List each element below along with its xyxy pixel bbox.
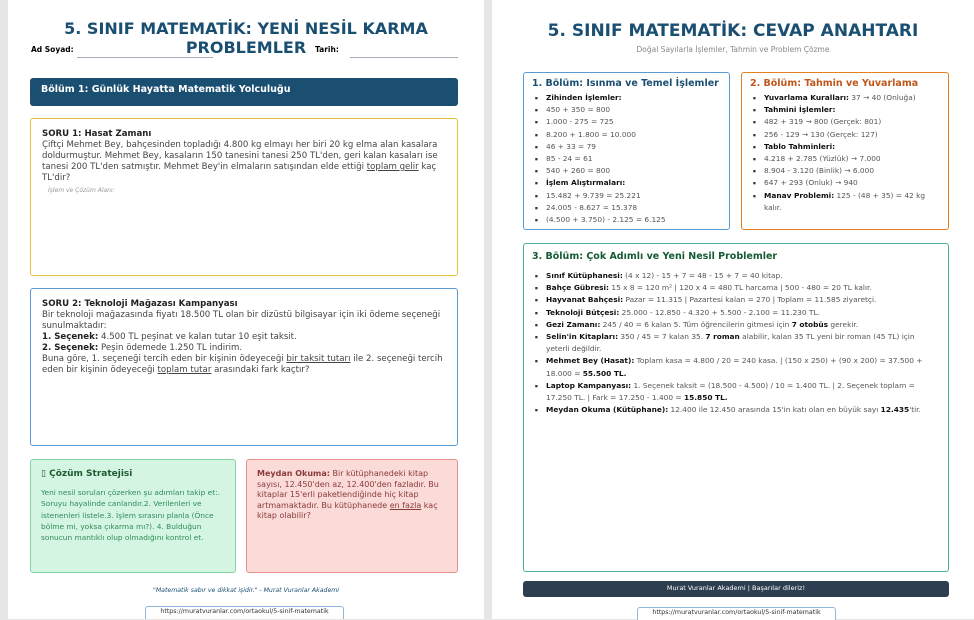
worksheet-title: 5. SINIF MATEMATİK: YENİ NESİL KARMA PROBLEMLER <box>64 19 428 57</box>
list-item <box>532 177 721 189</box>
text-segment: Bir kütüphanedeki kitap sayısı, 12.450'den az, 12.400'den fazladır. Bu kitaplar 15'erli paketlendiğinde hiç kitap artmamaktadır. Bu kütüphanede <box>257 469 439 510</box>
section-header: Bölüm 1: Günlük Hayatta Matematik Yolculuğu <box>30 78 458 106</box>
bold-text: Bahçe Gübresi: <box>546 283 610 293</box>
work-area-label: İşlem ve Çözüm Alanı: <box>48 187 115 194</box>
section-2-card <box>741 72 949 230</box>
text-segment: Toplam kasa = 4.800 / 20 = 240 kasa. | (150 x 250) + (90 x 200) = 37.500 + 18.000 = <box>546 356 923 378</box>
bold-text: 55.500 TL. <box>582 368 627 378</box>
text-segment: gerekir. <box>828 319 859 329</box>
name-field[interactable] <box>77 57 213 58</box>
text-segment: 482 + 319 → 800 (Gerçek: 801) <box>764 117 882 127</box>
list-item <box>750 190 940 214</box>
text-segment: Çiftçi Mehmet Bey, bahçesinden topladığı 4.800 kg elmayı her biri 20 kg elma alan kasalara doldurmuştur. Mehmet Bey, kasaların 150 tanesini tanesi 250 TL'den, geri kalan kasaları ise tanesi 200 TL'den satmıştır. Mehmet Bey'in elmaların satışından elde ettiği <box>42 140 438 172</box>
section-1-title: 1. Bölüm: Isınma ve Temel İşlemler <box>532 78 719 89</box>
underlined-text: bir taksit tutarı <box>286 354 351 364</box>
list-item <box>532 104 721 116</box>
bold-text: Gezi Zamanı: <box>546 319 601 329</box>
bold-text: 1. Seçenek: <box>42 332 99 342</box>
bold-text: 2. Seçenek: <box>42 343 99 353</box>
text-segment: 1. Seçenek taksit = (18.500 - 4.500) / 10 = 1.400 TL. | 2. Seçenek toplam = 17.250 TL. | Fark = 17.250 - 1.400 = <box>546 380 915 403</box>
date-label: Tarih: <box>315 45 339 54</box>
list-item <box>532 331 930 355</box>
text-segment: 4.500 TL peşinat ve kalan tutar 10 eşit taksit. <box>98 332 297 342</box>
section-2-list <box>750 92 940 214</box>
text-segment: kaç TL'dir? <box>42 162 437 183</box>
text-segment: 85 - 24 = 61 <box>546 154 593 164</box>
list-item <box>532 380 930 404</box>
text-segment: 46 + 33 = 79 <box>546 141 596 151</box>
text-segment: alabilir, kalan 35 TL yeni bir roman (45 TL) için yeterli değildir. <box>546 332 915 354</box>
quote: "Matematik sabır ve dikkat işidir." - Murat Vuranlar Akademi <box>153 587 339 594</box>
list-item <box>532 319 930 331</box>
text-segment: 125 - (48 + 35) = 42 kg kalır. <box>764 190 926 212</box>
bold-text: Meydan Okuma: <box>257 469 330 478</box>
strategy-card <box>30 459 236 573</box>
question-2-card <box>30 288 458 446</box>
text-segment: 4.218 + 2.785 (Yüzlük) → 7.000 <box>764 154 881 164</box>
text-segment: 15.482 + 9.739 = 25.221 <box>546 190 641 200</box>
bold-text: Zihinden İşlemler: <box>546 93 622 102</box>
text-segment: kaç kitap olabilir? <box>257 500 438 521</box>
list-item <box>532 282 930 294</box>
text-segment: 450 + 350 = 800 <box>546 105 611 115</box>
question-1-text <box>42 140 446 184</box>
text-segment: arasındaki fark kaçtır? <box>211 365 310 375</box>
text-segment: 15 x 8 = 120 m² | 120 x 4 = 480 TL harcama | 500 - 480 = 20 TL kalır. <box>609 283 872 293</box>
text-segment: Pazar = 11.315 | Pazartesi kalan = 270 | Toplam = 11.585 ziyaretçi. <box>623 295 877 305</box>
list-item <box>750 177 940 189</box>
bold-text: Meydan Okuma (Kütüphane): <box>546 405 669 415</box>
text-segment: Bir teknoloji mağazasında fiyatı 18.500 TL olan bir dizüstü bilgisayar için iki ödeme seçeneği sunulmaktadır: <box>42 310 441 331</box>
underlined-text: toplam tutar <box>157 365 212 375</box>
text-segment: (4.500 + 3.750) - 2.125 = 6.125 <box>546 215 666 225</box>
bold-text: Teknoloji Bütçesi: <box>546 307 620 317</box>
url-link[interactable]: https://muratvuranlar.com/ortaokul/5-sinif-matematik <box>637 607 836 620</box>
underlined-text: toplam gelir <box>366 162 419 172</box>
list-item <box>532 404 930 416</box>
list-item <box>750 104 940 116</box>
bold-text: 7 otobüs <box>791 319 829 329</box>
url-link[interactable]: https://muratvuranlar.com/ortaokul/5-sinif-matematik <box>145 606 344 619</box>
list-item <box>532 270 930 282</box>
text-segment: 540 + 260 = 800 <box>546 166 611 176</box>
question-2-title: SORU 2: Teknoloji Mağazası Kampanyası <box>42 299 238 309</box>
bold-text: Tablo Tahminleri: <box>764 141 836 151</box>
text-segment: 1.000 - 275 = 725 <box>546 117 614 127</box>
question-2-text <box>42 310 446 376</box>
text-segment: Peşin ödemede 1.250 TL indirim. <box>98 343 243 353</box>
bold-text: 15.850 TL. <box>683 393 728 403</box>
worksheet-page <box>8 0 484 619</box>
list-item <box>750 153 940 165</box>
answer-key-title: 5. SINIF MATEMATİK: CEVAP ANAHTARI <box>547 21 919 41</box>
bold-text: Yuvarlama Kuralları: <box>764 93 849 102</box>
text-segment: 12.400 ile 12.450 arasında 15'in katı olan en büyük sayı <box>668 405 881 415</box>
bold-text: Sınıf Kütüphanesi: <box>546 271 623 280</box>
challenge-card <box>246 459 458 573</box>
text-segment: 245 / 40 = 6 kalan 5. Tüm öğrencilerin gitmesi için <box>600 319 792 329</box>
bold-text: 12.435 <box>880 405 910 415</box>
list-item <box>532 141 721 153</box>
lightbulb-icon: ▯ <box>41 469 46 479</box>
text-segment: 350 / 45 = 7 kalan 35. <box>618 332 706 342</box>
date-field[interactable] <box>350 57 458 58</box>
answer-key-page <box>492 0 974 619</box>
bold-text: 7 roman <box>705 332 740 342</box>
text-segment: 8.200 + 1.800 = 10.000 <box>546 129 636 139</box>
answer-key-subtitle: Doğal Sayılarla İşlemler, Tahmin ve Problem Çözme <box>636 45 830 54</box>
list-item <box>532 355 930 379</box>
underlined-text: en fazla <box>389 500 422 510</box>
bold-text: Laptop Kampanyası: <box>546 380 632 390</box>
list-item <box>532 190 721 202</box>
text-segment: 25.000 - 12.850 - 4.320 + 5.500 - 2.100 = 11.230 TL. <box>619 307 820 317</box>
text-segment: 37 → 40 (Onluğa) <box>848 93 916 102</box>
question-1-card <box>30 118 458 276</box>
text-segment: 647 + 293 (Onluk) → 940 <box>764 178 858 188</box>
list-item <box>532 214 721 226</box>
text-segment: 256 - 129 → 130 (Gerçek: 127) <box>764 129 878 139</box>
list-item <box>532 202 721 214</box>
section-3-title: 3. Bölüm: Çok Adımlı ve Yeni Nesil Problemler <box>532 251 778 262</box>
text-segment: 'tir. <box>909 405 921 415</box>
list-item <box>532 129 721 141</box>
bold-text: Tahmini İşlemler: <box>764 105 836 115</box>
list-item <box>532 153 721 165</box>
bold-text: İşlem Alıştırmaları: <box>546 178 626 188</box>
challenge-text <box>257 469 447 522</box>
question-1-title: SORU 1: Hasat Zamanı <box>42 129 152 139</box>
list-item <box>750 129 940 141</box>
text-segment: (4 x 12) - 15 + 7 = 48 - 15 + 7 = 40 kitap. <box>622 271 783 280</box>
list-item <box>750 116 940 128</box>
bold-text: Hayvanat Bahçesi: <box>546 295 624 305</box>
list-item <box>532 92 721 104</box>
text-segment: Buna göre, 1. seçeneği tercih eden bir kişinin ödeyeceği <box>42 354 287 364</box>
list-item <box>532 116 721 128</box>
name-label: Ad Soyad: <box>31 45 74 54</box>
section-2-title: 2. Bölüm: Tahmin ve Yuvarlama <box>750 78 919 89</box>
bold-text: Manav Problemi: <box>764 190 835 200</box>
section-1-list <box>532 92 721 226</box>
list-item <box>532 294 930 306</box>
strategy-title: Çözüm Stratejisi <box>49 469 133 479</box>
list-item <box>750 92 940 104</box>
section-1-card <box>523 72 730 230</box>
section-3-list <box>532 270 940 416</box>
text-segment: 24.005 - 8.627 = 15.378 <box>546 202 638 212</box>
text-segment: 8.904 - 3.120 (Binlik) → 6.000 <box>764 166 875 176</box>
section-3-card <box>523 243 949 572</box>
strategy-text: Yeni nesil soruları çözerken şu adımları takip et:. Soruyu hayalinde canlandır.2. Verilenleri ve istenenleri listele.3. İşlem sırasını planla (Önce bölme mi, yoksa çıkarma mı?). 4. Bulduğun sonucun mantıklı olup olmadığını kontrol et. <box>41 488 220 543</box>
bold-text: Selin'in Kitapları: <box>546 332 619 342</box>
list-item <box>532 165 721 177</box>
footer-bar: Murat Vuranlar Akademi | Başarılar dileriz! <box>523 581 949 597</box>
list-item <box>532 307 930 319</box>
bold-text: Mehmet Bey (Hasat): <box>546 356 635 366</box>
text-segment: ile 2. seçeneği tercih eden bir kişinin ödeyeceği <box>42 354 443 375</box>
list-item <box>750 165 940 177</box>
list-item <box>750 141 940 153</box>
